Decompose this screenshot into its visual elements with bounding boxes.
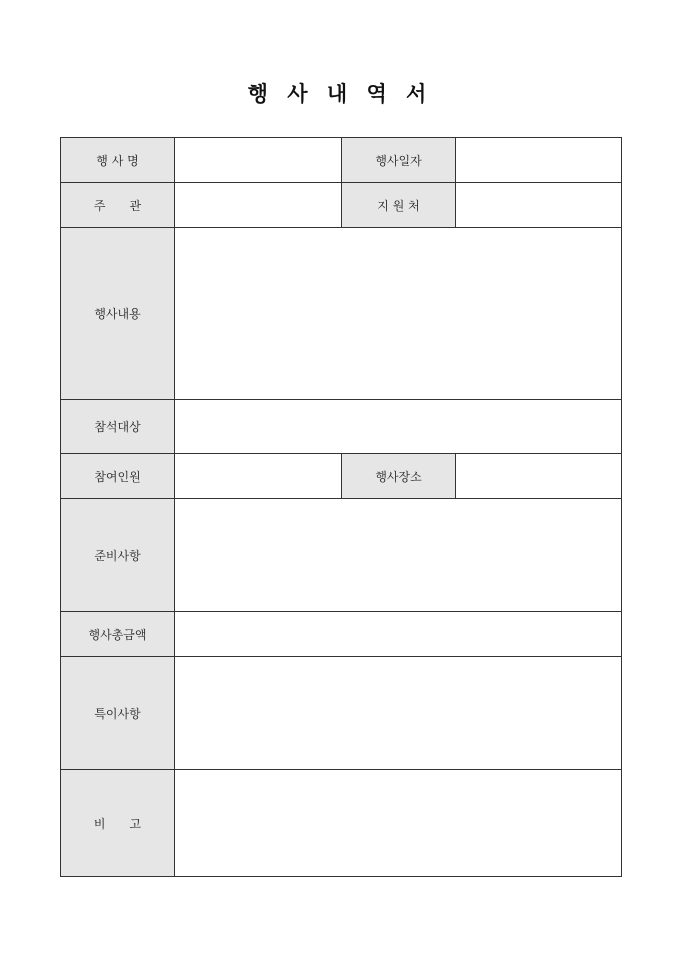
row-host-support [61, 183, 622, 228]
total-amount-label: 행사총금액 [61, 612, 175, 657]
participants-field[interactable] [175, 454, 342, 499]
row-special-notes [61, 657, 622, 770]
content-field[interactable] [175, 228, 622, 400]
row-remarks [61, 770, 622, 877]
target-field[interactable] [175, 400, 622, 454]
remarks-field[interactable] [175, 770, 622, 877]
support-field[interactable] [456, 183, 622, 228]
row-event-name-date [61, 138, 622, 183]
content-label: 행사내용 [61, 228, 175, 400]
target-label: 참석대상 [61, 400, 175, 454]
total-amount-field[interactable] [175, 612, 622, 657]
special-notes-field[interactable] [175, 657, 622, 770]
document-title: 행 사 내 역 서 [247, 81, 433, 106]
row-total-amount [61, 612, 622, 657]
event-report-form [60, 137, 622, 877]
venue-label: 행사장소 [342, 454, 456, 499]
host-label: 주 관 [61, 183, 175, 228]
event-name-field[interactable] [175, 138, 342, 183]
host-field[interactable] [175, 183, 342, 228]
event-date-field[interactable] [456, 138, 622, 183]
row-participants-venue [61, 454, 622, 499]
venue-field[interactable] [456, 454, 622, 499]
participants-label: 참여인원 [61, 454, 175, 499]
support-label: 지 원 처 [342, 183, 456, 228]
row-content [61, 228, 622, 400]
row-target [61, 400, 622, 454]
preparation-label: 준비사항 [61, 499, 175, 612]
event-name-label: 행 사 명 [61, 138, 175, 183]
remarks-label: 비 고 [61, 770, 175, 877]
event-date-label: 행사일자 [342, 138, 456, 183]
special-notes-label: 특이사항 [61, 657, 175, 770]
preparation-field[interactable] [175, 499, 622, 612]
row-preparation [61, 499, 622, 612]
